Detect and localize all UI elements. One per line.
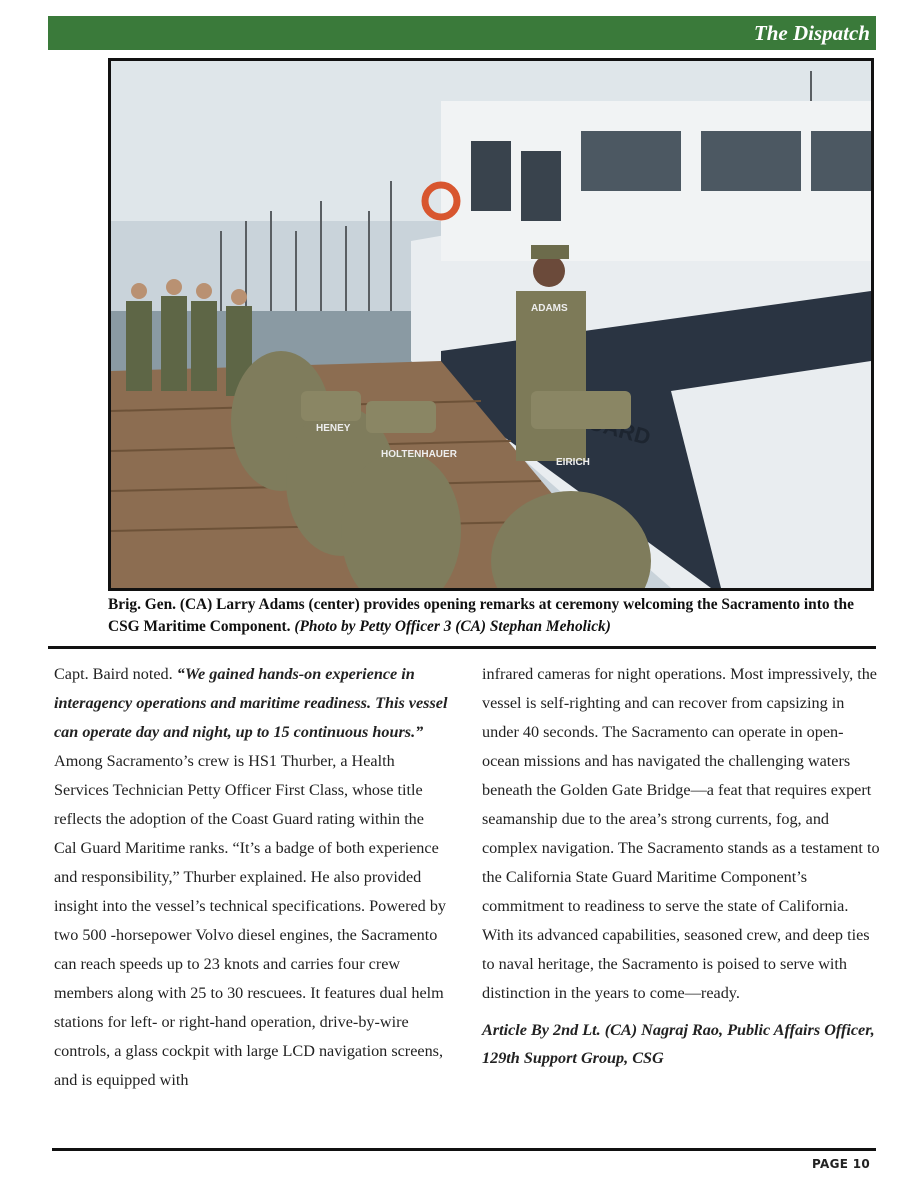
article-photo <box>108 58 874 591</box>
caption-text: Brig. Gen. (CA) Larry Adams (center) provides opening remarks at ceremony welcoming the Sacramento into the CSG Maritime Component. <box>108 596 854 635</box>
photo-credit: (Photo by Petty Officer 3 (CA) Stephan Meholick) <box>294 618 611 635</box>
article-column-right <box>482 660 880 1072</box>
caption-divider <box>48 646 876 649</box>
footer-divider <box>52 1148 876 1151</box>
name-tag-heney: HENEY <box>316 423 351 434</box>
article-intro: Capt. Baird noted. <box>54 665 177 683</box>
article-column-left <box>54 660 450 1095</box>
page-number: PAGE 10 <box>811 1157 870 1171</box>
article-paragraph <box>54 660 450 1095</box>
photo-caption <box>108 594 878 638</box>
ceremony-photo-illustration <box>111 61 871 588</box>
name-tag-eirich: EIRICH <box>556 457 590 468</box>
newsletter-title: The Dispatch <box>753 21 870 45</box>
article-body-right: infrared cameras for night operations. Most impressively, the vessel is self-righting and can recover from capsizing in under 40 seconds. The Sacramento can operate in open-ocean missions and has navigated the challenging waters beneath the Golden Gate Bridge—a feat that requires expert seamanship due to the area’s strong currents, fog, and complex navigation. The Sacramento stands as a testament to the California State Guard Maritime Component’s commitment to readiness to serve the state of California. With its advanced capabilities, seasoned crew, and deep ties to naval heritage, the Sacramento is poised to serve with distinction in the years to come—ready. <box>482 665 880 1002</box>
baird-quote: “We gained hands-on experience in interagency operations and maritime readiness. This vessel can operate day and night, up to 15 continuous hours.” <box>54 665 448 741</box>
header-banner <box>48 16 876 50</box>
article-byline: Article By 2nd Lt. (CA) Nagraj Rao, Public Affairs Officer, 129th Support Group, CSG <box>482 1021 875 1067</box>
article-body-left: Among Sacramento’s crew is HS1 Thurber, a Health Services Technician Petty Officer First Class, whose title reflects the adoption of the Coast Guard rating within the Cal Guard Maritime ranks. “It’s a badge of both experience and responsibility,” Thurber explained. He also provided insight into the vessel’s technical specifications. Powered by two 500 -horsepower Volvo diesel engines, the Sacramento can reach speeds up to 23 knots and carries four crew members along with 25 to 30 rescuees. It features dual helm stations for left- or right-hand operation, drive-by-wire controls, a glass cockpit with large LCD navigation screens, and is equipped with <box>54 752 447 1089</box>
name-tag-holtenhauer: HOLTENHAUER <box>381 449 457 460</box>
name-tag-adams: ADAMS <box>531 303 568 314</box>
